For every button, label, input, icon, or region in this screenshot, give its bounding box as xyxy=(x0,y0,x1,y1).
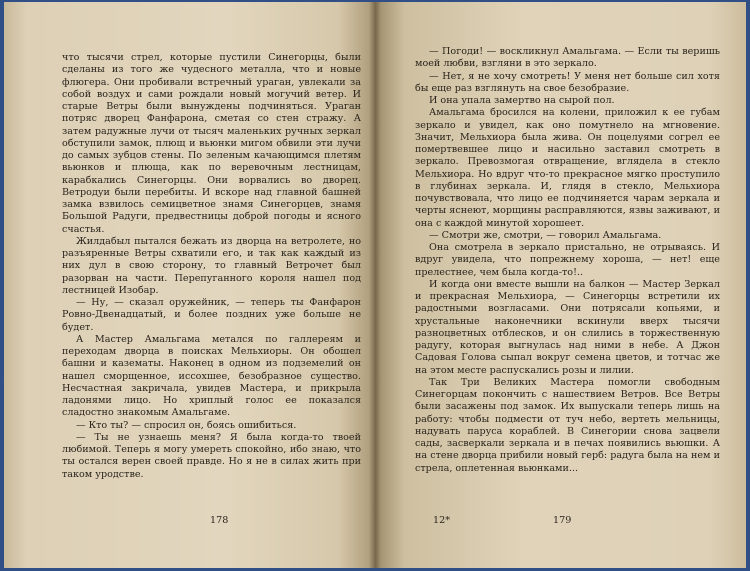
page-number: 178 xyxy=(210,515,229,526)
paragraph: — Нет, я не хочу смотреть! У меня нет больше сил хотя бы еще раз взглянуть на свое безобразие. xyxy=(415,70,720,94)
paragraph: — Ну, — сказал оружейник, — теперь ты Фанфарон Ровно-Двенадцатый, и более поздних уже больше не будет. xyxy=(62,297,361,333)
paragraph: Так Три Великих Мастера помогли свободным Синегорцам покончить с нашествием Ветров. Все Ветры были засажены под замок. Их выпускали теперь лишь на работу: чтобы подмести от туч небо, вертеть мельницы, надувать паруса кораблей. В Синегории снова зацвели сады, засверкали зеркала и в печах появились вьюшки. А на стене дворца прибили новый герб: радуга была на нем и стрела, оплетенная вьюнками... xyxy=(415,376,720,474)
paragraph: И она упала замертво на сырой пол. xyxy=(429,95,615,106)
left-page xyxy=(4,2,375,568)
paragraph: А Мастер Амальгама метался по галлереям и переходам дворца в поисках Мельхиоры. Он обошел башни и казематы. Наконец в одном из подземелий он нашел сморщенное, иссохшее, безобразное существо. Несчастная закричала, увидев Мастера, и прикрыла ладонями лицо. Но хриплый голос ее показался сладостно знакомым Амальгаме. xyxy=(62,333,361,419)
paragraph: — Погоди! — воскликнул Амальгама. — Если ты веришь моей любви, взгляни в это зеркало. xyxy=(415,46,720,70)
page-number: 179 xyxy=(553,515,572,526)
paragraph: — Ты не узнаешь меня? Я была когда-то твоей любимой. Теперь я могу умереть спокойно, ибо знаю, что ты остался верен своей правде. Но я не в силах жить при таком уродстве. xyxy=(62,431,361,480)
paragraph: — Смотри же, смотри, — говорил Амальгама. xyxy=(429,229,662,241)
paragraph: что тысячи стрел, которые пустили Синегорцы, были сделаны из того же чудесного металла, что и новые флюгера. Они пробивали встречный ураган, увлекали за собой воздух и сами рождали новый могучий ветер. И старые Ветры были вынуждены подчиняться. Ураган потряс дворец Фанфарона, сметая со стен стражу. А затем радужные лучи от тысяч маленьких ручных зеркал обступили замок, плющ и вьюнки мигом обвили эти лучи до самых зубцов стены. По зеленым качающимся плетям вьюнков и плюща, как по веревочным лестницам, карабкались Синегорцы. Они ворвались во дворец. Ветродуи были перебиты. И вскоре над главной башней замка взвилось семицветное знамя Синегорцев, знамя Большой Радуги, предвестницы доброй погоды и ясного счастья. xyxy=(62,52,361,235)
paragraph: — Кто ты? — спросил он, боясь ошибиться. xyxy=(76,419,297,431)
paragraph: Жилдабыл пытался бежать из дворца на ветролете, но разъяренные Ветры схватили его, и так как каждый из них дул в свою сторону, то главный Ветрочет был разорван на части. Перепуганного короля нашел под лестницей Изобар. xyxy=(62,235,361,296)
paragraph: Она смотрела в зеркало пристально, не отрываясь. И вдруг увидела, что попрежнему хороша, — нет! еще прелестнее, чем была когда-то!.. xyxy=(415,242,720,278)
open-book xyxy=(4,2,746,568)
right-page xyxy=(375,2,746,568)
book-gutter xyxy=(369,2,381,568)
paragraph: И когда они вместе вышли на балкон — Мастер Зеркал и прекрасная Мельхиора, — Синегорцы встретили их радостными возгласами. Они потрясали копьями, и хрустальные наконечники вскинули вверх тысячи разноцветных отблесков, и он слились в торжественную радугу, которая выгнулась над ними в небе. А Джон Садовая Голова сыпал вокруг семена цветов, и тотчас же на этом месте распускались розы и лилии. xyxy=(415,278,720,376)
paragraph: Амальгама бросился на колени, приложил к ее губам зеркало и увидел, как оно помутнело на мгновение. Значит, Мельхиора была жива. Он поцелуями согрел ее помертвевшее лицо и насильно заставил смотреть в зеркало. Превозмогая отвращение, вглядела в стекло Мельхиора. Но вдруг что-то прекрасное мягко проступило в глубинах зеркала. И, глядя в стекло, Мельхиора почувствовала, что лицо ее подчиняется чарам зеркала и черты яснеют, морщины расправляются, язвы заживают, и она с каждой минутой хорошеет. xyxy=(415,107,720,229)
signature-mark: 12* xyxy=(433,515,451,526)
